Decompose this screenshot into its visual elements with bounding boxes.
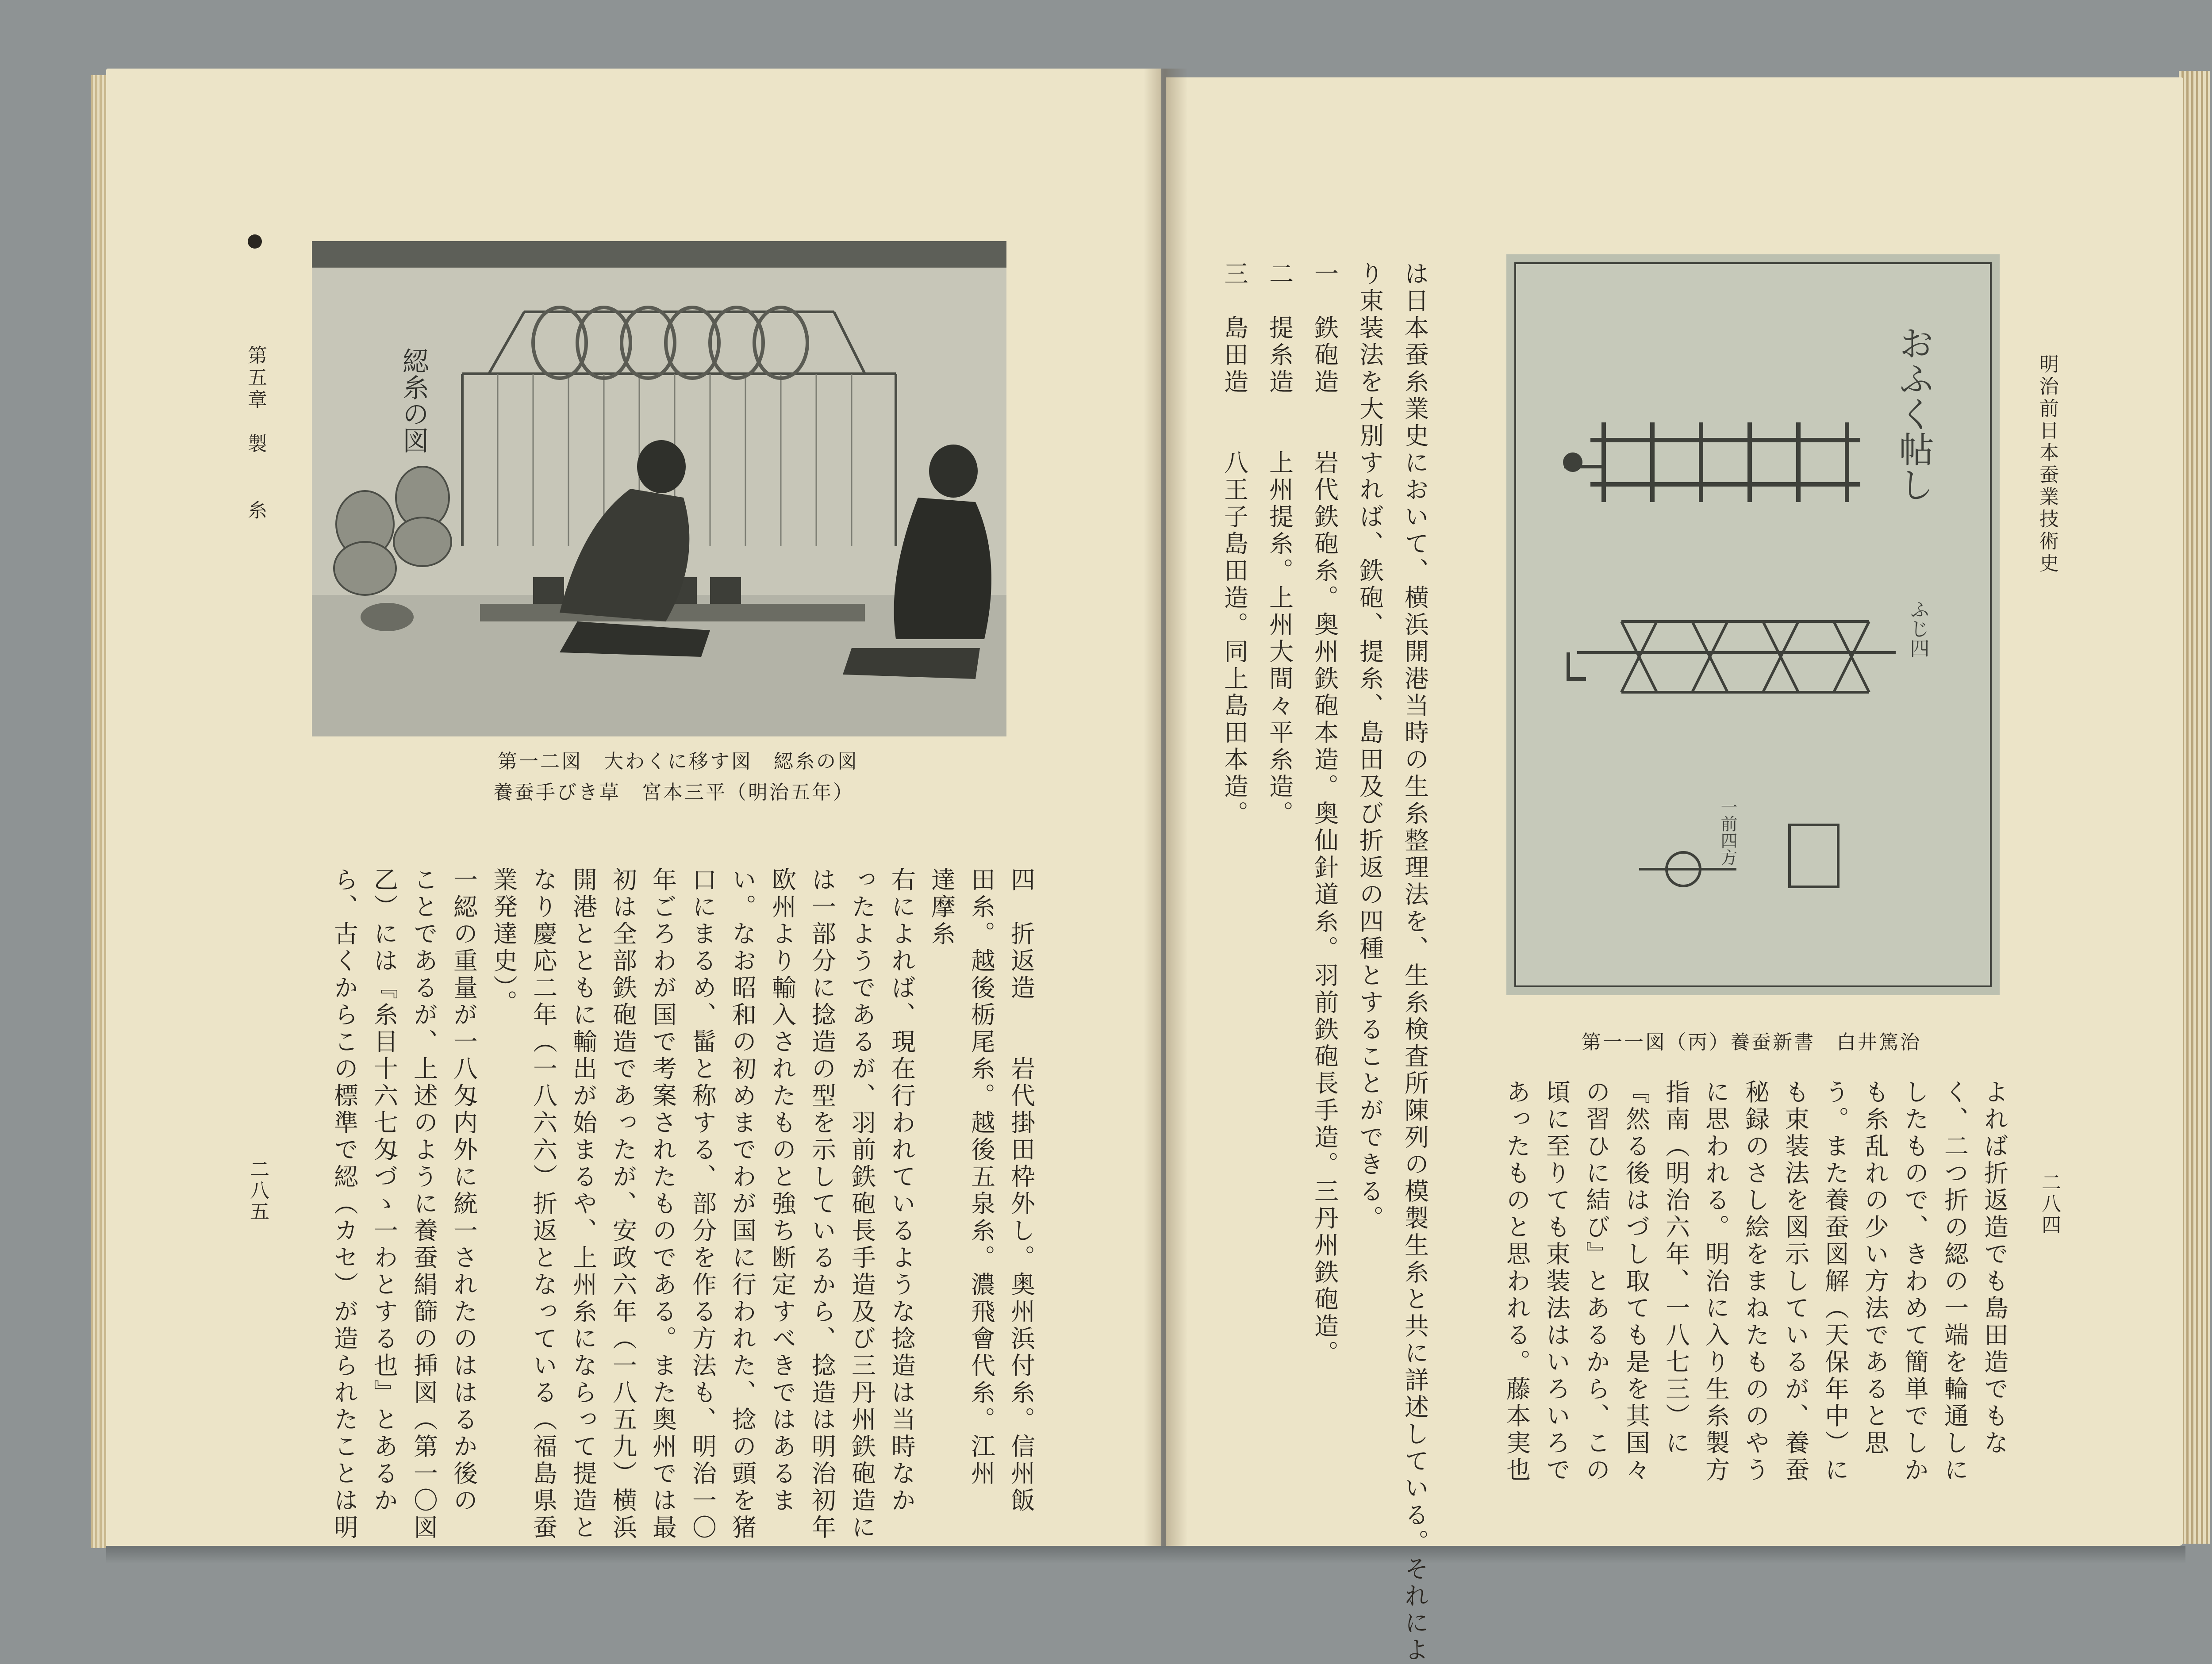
left-text-column-10: 年ごろわが国で考案されたものである。また奥州では最 bbox=[649, 867, 677, 1541]
left-text-column-11: 初は全部鉄砲造であったが、安政六年（一八五九）横浜 bbox=[609, 867, 637, 1541]
right-lower-text-column-10: 『然る後はづし取ても是を其国々 bbox=[1622, 1079, 1650, 1484]
right-upper-text-column-4: 二 提糸造 上州提糸。上州大間々平糸造。 bbox=[1265, 261, 1294, 828]
left-text-column-8: い。なお昭和の初めまでわが国に行われた、捻の頭を猪 bbox=[728, 867, 757, 1541]
left-text-column-15: 一綛の重量が一八匁内外に統一されたのははるか後の bbox=[449, 867, 478, 1514]
illustration-label-3: 一前四方 bbox=[1718, 798, 1737, 866]
silk-reeling-illustration bbox=[312, 241, 1006, 736]
reeling-frame-illustration bbox=[1506, 254, 2000, 995]
illustration-label: 綛糸の図 bbox=[398, 347, 429, 453]
left-text-column-6: は一部分に捻造の型を示しているから、捻造は明治初年 bbox=[808, 867, 836, 1541]
right-lower-text-column-3: したもので、きわめて簡単でしか bbox=[1901, 1079, 1929, 1484]
left-text-column-14: 業発達史）。 bbox=[489, 867, 518, 1017]
left-text-column-2: 田糸。越後栃尾糸。越後五泉糸。濃飛會代糸。江州 bbox=[967, 867, 995, 1488]
left-text-column-5: ったようであるが、羽前鉄砲長手造及び三丹州鉄砲造に bbox=[848, 867, 876, 1541]
left-page-number: 二八五 bbox=[246, 1159, 269, 1223]
left-text-column-1: 四 折返造 岩代掛田枠外し。奥州浜付糸。信州飯 bbox=[1007, 867, 1035, 1514]
right-lower-text-column-4: も糸乱れの少い方法であると思 bbox=[1861, 1079, 1889, 1457]
left-text-column-12: 開港とともに輸出が始まるや、上州糸にならって提造と bbox=[569, 867, 597, 1541]
left-text-column-16: ことであるが、上述のように養蚕絹篩の挿図（第一〇図 bbox=[410, 867, 438, 1541]
left-text-column-9: 口にまるめ、髷と称する、部分を作る方法も、明治一〇 bbox=[688, 867, 717, 1541]
right-lower-text-column-8: に思われる。明治に入り生糸製方 bbox=[1701, 1079, 1730, 1484]
left-text-column-13: なり慶応二年（一八六六）折返となっている（福島県蚕 bbox=[529, 867, 557, 1541]
right-upper-text-column-3: 一 鉄砲造 岩代鉄砲糸。奥州鉄砲本造。奥仙針道糸。羽前鉄砲長手造。三丹州鉄砲造。 bbox=[1310, 261, 1339, 1367]
illustration-label-2: ふじ四 bbox=[1906, 599, 1929, 658]
right-lower-text-column-11: の習ひに結び』とあるから、この bbox=[1582, 1079, 1610, 1484]
right-lower-text-column-6: も束装法を図示しているが、養蚕 bbox=[1781, 1079, 1809, 1484]
right-upper-text-column-2: り束装法を大別すれば、鉄砲、提糸、島田及び折返の四種とすることができる。 bbox=[1356, 261, 1384, 1232]
book-gutter bbox=[1144, 69, 1188, 1550]
figure-12-source: 養蚕手びき草 宮本三平（明治五年） bbox=[493, 781, 854, 804]
right-lower-text-column-2: く、二つ折の綛の一端を輪通しに bbox=[1940, 1079, 1969, 1484]
right-page-number: 二八四 bbox=[2038, 1172, 2061, 1236]
left-text-column-3: 達摩糸 bbox=[927, 867, 956, 948]
illustration-label-1: おふく帖し bbox=[1893, 325, 1934, 502]
right-lower-text-column-9: 指南（明治六年、一八七三）に bbox=[1662, 1079, 1690, 1457]
page-edges-right bbox=[2179, 71, 2210, 1544]
page-marker-dot bbox=[248, 234, 262, 249]
figure-11-caption: 第一一図（丙）養蚕新書 白井篤治 bbox=[1582, 1031, 1921, 1054]
book-header: 明治前日本蚕業技術史 bbox=[2036, 354, 2058, 575]
book-shadow bbox=[106, 1546, 2185, 1564]
chapter-header: 第五章 製 糸 bbox=[244, 345, 267, 522]
left-text-column-7: 欧州より輸入されたものと強ち断定すべきではあるま bbox=[768, 867, 796, 1514]
left-text-column-18: ら、古くからこの標準で綛（カセ）が造られたことは明 bbox=[330, 867, 358, 1541]
right-lower-text-column-7: 秘録のさし絵をまねたもののやう bbox=[1741, 1079, 1770, 1484]
right-lower-text-column-12: 頃に至りても束装法はいろいろで bbox=[1542, 1079, 1571, 1484]
right-lower-text-column-1: よれば折返造でも島田造でもな bbox=[1980, 1079, 2008, 1457]
right-upper-text-column-5: 三 島田造 八王子島田造。同上島田本造。 bbox=[1220, 261, 1248, 828]
left-text-column-4: 右によれば、現在行われているような捻造は当時なか bbox=[887, 867, 916, 1514]
left-text-column-17: 乙）には『糸目十六七匁づゝ一わとする也』とあるか bbox=[370, 867, 398, 1514]
right-upper-text-column-1: は日本蚕糸業史において、横浜開港当時の生糸整理法を、生糸検査所陳列の模製生糸と共に詳述している。それによ bbox=[1401, 261, 1429, 1664]
right-lower-text-column-5: う。また養蚕図解（天保年中）に bbox=[1821, 1079, 1849, 1484]
figure-12-caption: 第一二図 大わくに移す図 綛糸の図 bbox=[498, 750, 859, 773]
right-lower-text-column-13: あったものと思われる。藤本実也 bbox=[1502, 1079, 1531, 1484]
